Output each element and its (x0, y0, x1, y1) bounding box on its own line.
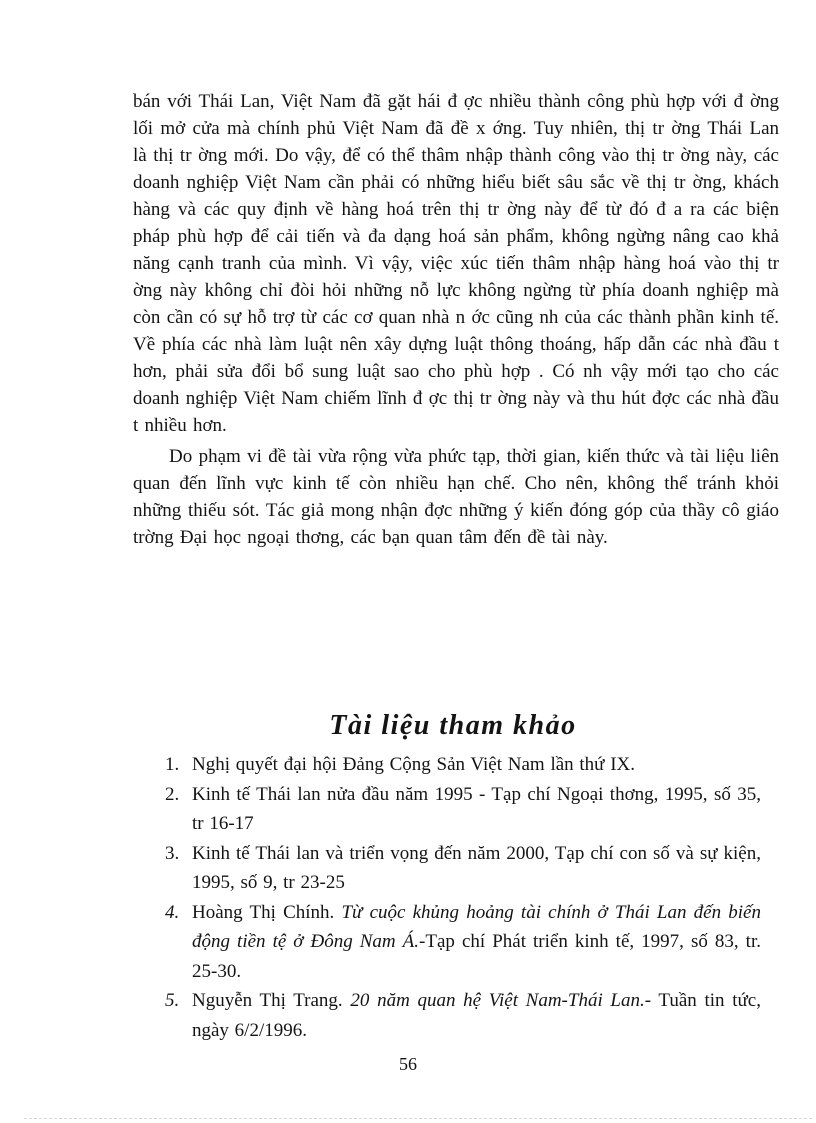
bottom-dashed-line (24, 1118, 812, 1119)
reference-text: Kinh tế Thái lan và triển vọng đến năm 2000, Tạp chí con số và sự kiện, 1995, số 9, tr 23-25 (192, 842, 761, 893)
reference-item (165, 898, 761, 987)
references-section (133, 708, 773, 1045)
reference-text: Nguyễn Thị Trang. 20 năm quan hệ Việt Nam-Thái Lan.- Tuần tin tức, ngày 6/2/1996. (192, 990, 761, 1041)
reference-number: 4. (165, 901, 180, 923)
paragraph-continuation: bán với Thái Lan, Việt Nam đã gặt hái đ ợc nhiều thành công phù hợp với đ ờng lối mở cửa mà chính phủ Việt Nam đã đề x ớng. Tuy nhiên, thị tr ờng Thái Lan là thị tr ờng mới. Do vậy, để có thể thâm nhập thành công vào thị tr ờng này, các doanh nghiệp Việt Nam cần phải có những hiểu biết sâu sắc về thị tr ờng, khách hàng và các quy định về hàng hoá trên thị tr ờng này để từ đó đ a ra các biện pháp phù hợp để cải tiến và đa dạng hoá sản phẩm, không ngừng nâng cao khả năng cạnh tranh của mình. Vì vậy, việc xúc tiến thâm nhập hàng hoá vào thị tr ờng này không chỉ đòi hỏi những nỗ lực không ngừng từ phía doanh nghiệp mà còn cần có sự hỗ trợ từ các cơ quan nhà n ớc cũng nh của các thành phần kinh tế. Về phía các nhà làm luật nên xây dựng luật thông thoáng, hấp dẫn các nhà đầu t hơn, phải sửa đổi bổ sung luật sao cho phù hợp . Có nh vậy mới tạo cho các doanh nghiệp Việt Nam chiếm lĩnh đ ợc thị tr ờng này và thu hút đợc các nhà đầu t nhiều hơn. (133, 91, 779, 436)
reference-item (165, 839, 761, 898)
paragraph-closing: Do phạm vi đề tài vừa rộng vừa phức tạp, thời gian, kiến thức và tài liệu liên quan đến lĩnh vực kinh tế còn nhiều hạn chế. Cho nên, không thể tránh khỏi những thiếu sót. Tác giả mong nhận đợc những ý kiến đóng góp của thầy cô giáo trờng Đại học ngoại thơng, các bạn quan tâm đến đề tài này. (133, 446, 779, 548)
body-text-block (133, 88, 779, 555)
reference-number: 5. (165, 990, 180, 1011)
reference-number: 2. (165, 783, 180, 805)
page-number: 56 (399, 1054, 417, 1074)
reference-number: 1. (165, 754, 180, 775)
reference-item (165, 780, 761, 839)
references-list (133, 750, 773, 1045)
reference-text: Kinh tế Thái lan nửa đầu năm 1995 - Tạp chí Ngoại thơng, 1995, số 35, tr 16-17 (192, 783, 761, 834)
reference-item (165, 986, 761, 1045)
reference-text: Hoàng Thị Chính. Từ cuộc khủng hoảng tài chính ở Thái Lan đến biến động tiền tệ ở Đông Nam Á.-Tạp chí Phát triển kinh tế, 1997, số 83, tr. 25-30. (192, 901, 761, 982)
reference-text: Nghị quyết đại hội Đảng Cộng Sản Việt Nam lần thứ IX. (192, 754, 636, 775)
reference-item (165, 750, 761, 780)
reference-number: 3. (165, 842, 180, 864)
references-heading: Tài liệu tham khảo (329, 710, 577, 741)
